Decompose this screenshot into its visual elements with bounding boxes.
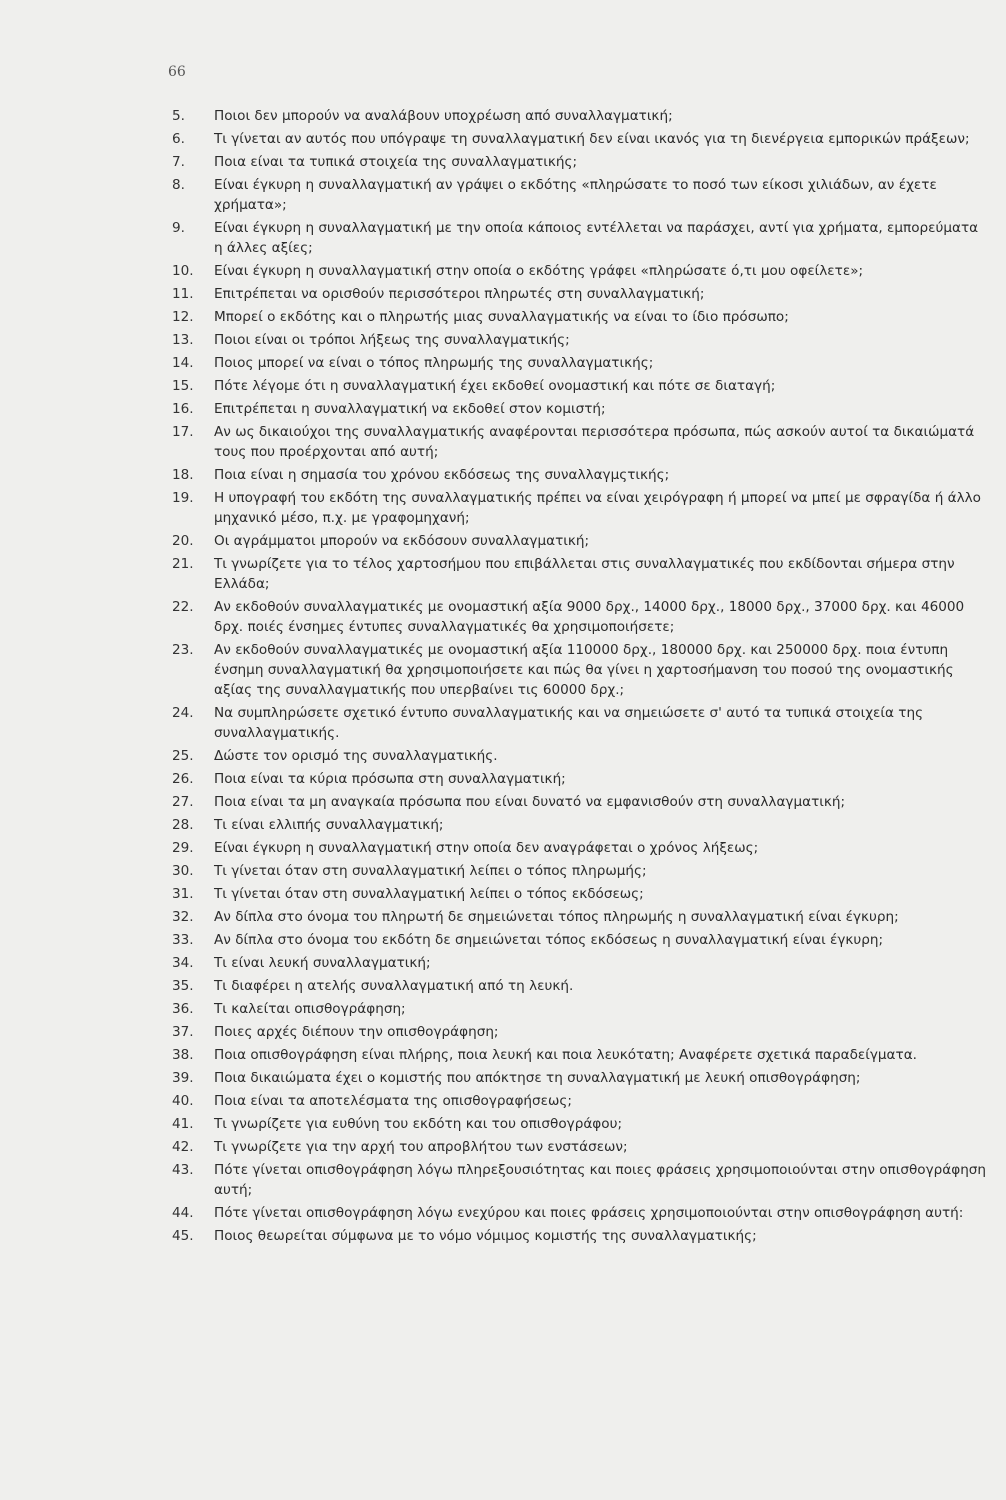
question-item xyxy=(172,152,990,172)
question-item xyxy=(172,488,990,528)
question-item xyxy=(172,1091,990,1111)
question-text: Ποιες αρχές διέπουν την οπισθογράφηση; xyxy=(214,1024,499,1040)
question-item xyxy=(172,531,990,551)
question-text: Αν δίπλα στο όνομα του πληρωτή δε σημειώνεται τόπος πληρωμής η συναλλαγματική είναι έγκυρη; xyxy=(214,909,899,925)
question-text: Ποια είναι τα τυπικά στοιχεία της συναλλαγματικής; xyxy=(214,154,578,170)
question-text: Η υπογραφή του εκδότη της συναλλαγματικής πρέπει να είναι χειρόγραφη ή μπορεί να μπεί με σφραγίδα ή άλλο μηχανικό μέσο, π.χ. με γραφομηχανή; xyxy=(214,490,981,526)
question-item xyxy=(172,861,990,881)
question-text: Επιτρέπεται να ορισθούν περισσότεροι πληρωτές στη συναλλαγματική; xyxy=(214,286,705,302)
question-number: 39. xyxy=(172,1070,194,1086)
question-number: 30. xyxy=(172,863,194,879)
question-text: Αν δίπλα στο όνομα του εκδότη δε σημειώνεται τόπος εκδόσεως η συναλλαγματική είναι έγκυρη; xyxy=(214,932,884,948)
question-text: Τι γίνεται όταν στη συναλλαγματική λείπει ο τόπος εκδόσεως; xyxy=(214,886,644,902)
question-item xyxy=(172,376,990,396)
question-text: Είναι έγκυρη η συναλλαγματική στην οποία δεν αναγράφεται ο χρόνος λήξεως; xyxy=(214,840,759,856)
question-item xyxy=(172,261,990,281)
question-text: Αν εκδοθούν συναλλαγματικές με ονομαστική αξία 9000 δρχ., 14000 δρχ., 18000 δρχ., 37000 δρχ. και 46000 δρχ. ποιές ένσημες έντυπες συναλλαγματικές θα χρησιμοποιήσετε; xyxy=(214,599,965,635)
question-text: Μπορεί ο εκδότης και ο πληρωτής μιας συναλλαγματικής να είναι το ίδιο πρόσωπο; xyxy=(214,309,789,325)
question-text: Ποια είναι τα μη αναγκαία πρόσωπα που είναι δυνατό να εμφανισθούν στη συναλλαγματική; xyxy=(214,794,846,810)
question-text: Ποια είναι η σημασία του χρόνου εκδόσεως της συναλλαγμςτικής; xyxy=(214,467,670,483)
question-item xyxy=(172,884,990,904)
question-item xyxy=(172,746,990,766)
question-text: Τι γνωρίζετε για το τέλος χαρτοσήμου που επιβάλλεται στις συναλλαγματικές που εκδίδονται σήμερα στην Ελλάδα; xyxy=(214,556,955,592)
question-text: Τι γίνεται αν αυτός που υπόγραψε τη συναλλαγματική δεν είναι ικανός για τη διενέργεια εμπορικών πράξεων; xyxy=(214,131,970,147)
question-number: 44. xyxy=(172,1205,194,1221)
question-item xyxy=(172,838,990,858)
question-number: 5. xyxy=(172,108,185,124)
question-text: Ποιοι δεν μπορούν να αναλάβουν υποχρέωση από συναλλαγματική; xyxy=(214,108,673,124)
question-number: 18. xyxy=(172,467,194,483)
question-number: 33. xyxy=(172,932,194,948)
question-number: 26. xyxy=(172,771,194,787)
question-text: Ποια δικαιώματα έχει ο κομιστής που απόκτησε τη συναλλαγματική με λευκή οπισθογράφηση; xyxy=(214,1070,861,1086)
question-list xyxy=(172,106,990,1249)
question-number: 21. xyxy=(172,556,194,572)
question-item xyxy=(172,769,990,789)
question-item xyxy=(172,284,990,304)
question-item xyxy=(172,1160,990,1200)
question-number: 34. xyxy=(172,955,194,971)
question-text: Τι διαφέρει η ατελής συναλλαγματική από τη λευκή. xyxy=(214,978,574,994)
question-item xyxy=(172,703,990,743)
question-number: 28. xyxy=(172,817,194,833)
question-number: 8. xyxy=(172,177,185,193)
question-text: Είναι έγκυρη η συναλλαγματική αν γράψει ο εκδότης «πληρώσατε το ποσό των είκοσι χιλιάδων, αν έχετε χρήματα»; xyxy=(214,177,937,213)
question-item xyxy=(172,330,990,350)
question-number: 24. xyxy=(172,705,194,721)
question-item xyxy=(172,422,990,462)
question-number: 22. xyxy=(172,599,194,615)
question-text: Οι αγράμματοι μπορούν να εκδόσουν συναλλαγματική; xyxy=(214,533,590,549)
question-item xyxy=(172,930,990,950)
question-number: 45. xyxy=(172,1228,194,1244)
question-item xyxy=(172,976,990,996)
question-number: 43. xyxy=(172,1162,194,1178)
question-item xyxy=(172,554,990,594)
question-number: 7. xyxy=(172,154,185,170)
question-item xyxy=(172,1114,990,1134)
question-text: Πότε γίνεται οπισθογράφηση λόγω πληρεξουσιότητας και ποιες φράσεις χρησιμοποιούνται στην οπισθογράφηση αυτή; xyxy=(214,1162,987,1198)
question-text: Τι είναι λευκή συναλλαγματική; xyxy=(214,955,431,971)
question-item xyxy=(172,1226,990,1246)
question-number: 37. xyxy=(172,1024,194,1040)
question-item xyxy=(172,1045,990,1065)
question-number: 15. xyxy=(172,378,194,394)
question-number: 11. xyxy=(172,286,194,302)
question-number: 27. xyxy=(172,794,194,810)
question-number: 10. xyxy=(172,263,194,279)
question-number: 35. xyxy=(172,978,194,994)
question-number: 9. xyxy=(172,220,185,236)
question-text: Πότε λέγομε ότι η συναλλαγματική έχει εκδοθεί ονομαστική και πότε σε διαταγή; xyxy=(214,378,776,394)
question-text: Δώστε τον ορισμό της συναλλαγματικής. xyxy=(214,748,498,764)
question-number: 31. xyxy=(172,886,194,902)
question-item xyxy=(172,907,990,927)
question-number: 20. xyxy=(172,533,194,549)
question-text: Ποια οπισθογράφηση είναι πλήρης, ποια λευκή και ποια λευκότατη; Αναφέρετε σχετικά παραδείγματα. xyxy=(214,1047,917,1063)
question-text: Είναι έγκυρη η συναλλαγματική με την οποία κάποιος εντέλλεται να παράσχει, αντί για χρήματα, εμπορεύματα η άλλες αξίες; xyxy=(214,220,979,256)
question-item xyxy=(172,106,990,126)
question-number: 38. xyxy=(172,1047,194,1063)
question-text: Είναι έγκυρη η συναλλαγματική στην οποία ο εκδότης γράφει «πληρώσατε ό,τι μου οφείλετε»; xyxy=(214,263,864,279)
question-item xyxy=(172,465,990,485)
question-item xyxy=(172,307,990,327)
question-number: 25. xyxy=(172,748,194,764)
page-number: 66 xyxy=(168,64,186,80)
question-item xyxy=(172,953,990,973)
question-number: 19. xyxy=(172,490,194,506)
question-text: Αν ως δικαιούχοι της συναλλαγματικής αναφέρονται περισσότερα πρόσωπα, πώς ασκούν αυτοί τα δικαιώματά τους που προέρχονται από αυτή; xyxy=(214,424,975,460)
question-item xyxy=(172,1022,990,1042)
question-item xyxy=(172,399,990,419)
question-text: Ποια είναι τα κύρια πρόσωπα στη συναλλαγματική; xyxy=(214,771,566,787)
question-number: 29. xyxy=(172,840,194,856)
question-number: 40. xyxy=(172,1093,194,1109)
question-text: Πότε γίνεται οπισθογράφηση λόγω ενεχύρου και ποιες φράσεις χρησιμοποιούνται στην οπισθογράφηση αυτή: xyxy=(214,1205,964,1221)
question-number: 17. xyxy=(172,424,194,440)
question-text: Να συμπληρώσετε σχετικό έντυπο συναλλαγματικής και να σημειώσετε σ' αυτό τα τυπικά στοιχεία της συναλλαγματικής. xyxy=(214,705,924,741)
question-item xyxy=(172,815,990,835)
question-item xyxy=(172,1137,990,1157)
question-item xyxy=(172,1068,990,1088)
question-item xyxy=(172,792,990,812)
question-item xyxy=(172,1203,990,1223)
question-text: Αν εκδοθούν συναλλαγματικές με ονομαστική αξία 110000 δρχ., 180000 δρχ. και 250000 δρχ. ποια έντυπη ένσημη συναλλαγματική θα χρησιμοποιήσετε και πώς θα γίνει η χαρτοσήμανση του ποσού της ονομαστικής αξίας της συναλλαγματικής που υπερβαίνει τις 60000 δρχ.; xyxy=(214,642,954,698)
question-number: 41. xyxy=(172,1116,194,1132)
question-text: Τι καλείται οπισθογράφηση; xyxy=(214,1001,406,1017)
question-number: 16. xyxy=(172,401,194,417)
question-text: Τι γνωρίζετε για την αρχή του απροβλήτου των ενστάσεων; xyxy=(214,1139,628,1155)
question-number: 13. xyxy=(172,332,194,348)
question-number: 12. xyxy=(172,309,194,325)
question-text: Τι είναι ελλιπής συναλλαγματική; xyxy=(214,817,444,833)
question-number: 14. xyxy=(172,355,194,371)
question-text: Ποια είναι τα αποτελέσματα της οπισθογραφήσεως; xyxy=(214,1093,572,1109)
question-item xyxy=(172,218,990,258)
question-text: Τι γνωρίζετε για ευθύνη του εκδότη και του οπισθογράφου; xyxy=(214,1116,623,1132)
question-number: 36. xyxy=(172,1001,194,1017)
question-item xyxy=(172,175,990,215)
question-item xyxy=(172,999,990,1019)
question-text: Ποιοι είναι οι τρόποι λήξεως της συναλλαγματικής; xyxy=(214,332,570,348)
question-item xyxy=(172,353,990,373)
question-text: Επιτρέπεται η συναλλαγματική να εκδοθεί στον κομιστή; xyxy=(214,401,606,417)
question-item xyxy=(172,597,990,637)
question-item xyxy=(172,129,990,149)
question-number: 32. xyxy=(172,909,194,925)
question-text: Ποιος θεωρείται σύμφωνα με το νόμο νόμιμος κομιστής της συναλλαγματικής; xyxy=(214,1228,757,1244)
question-number: 42. xyxy=(172,1139,194,1155)
question-text: Ποιος μπορεί να είναι ο τόπος πληρωμής της συναλλαγματικής; xyxy=(214,355,654,371)
question-text: Τι γίνεται όταν στη συναλλαγματική λείπει ο τόπος πληρωμής; xyxy=(214,863,647,879)
question-number: 23. xyxy=(172,642,194,658)
question-item xyxy=(172,640,990,700)
question-number: 6. xyxy=(172,131,185,147)
